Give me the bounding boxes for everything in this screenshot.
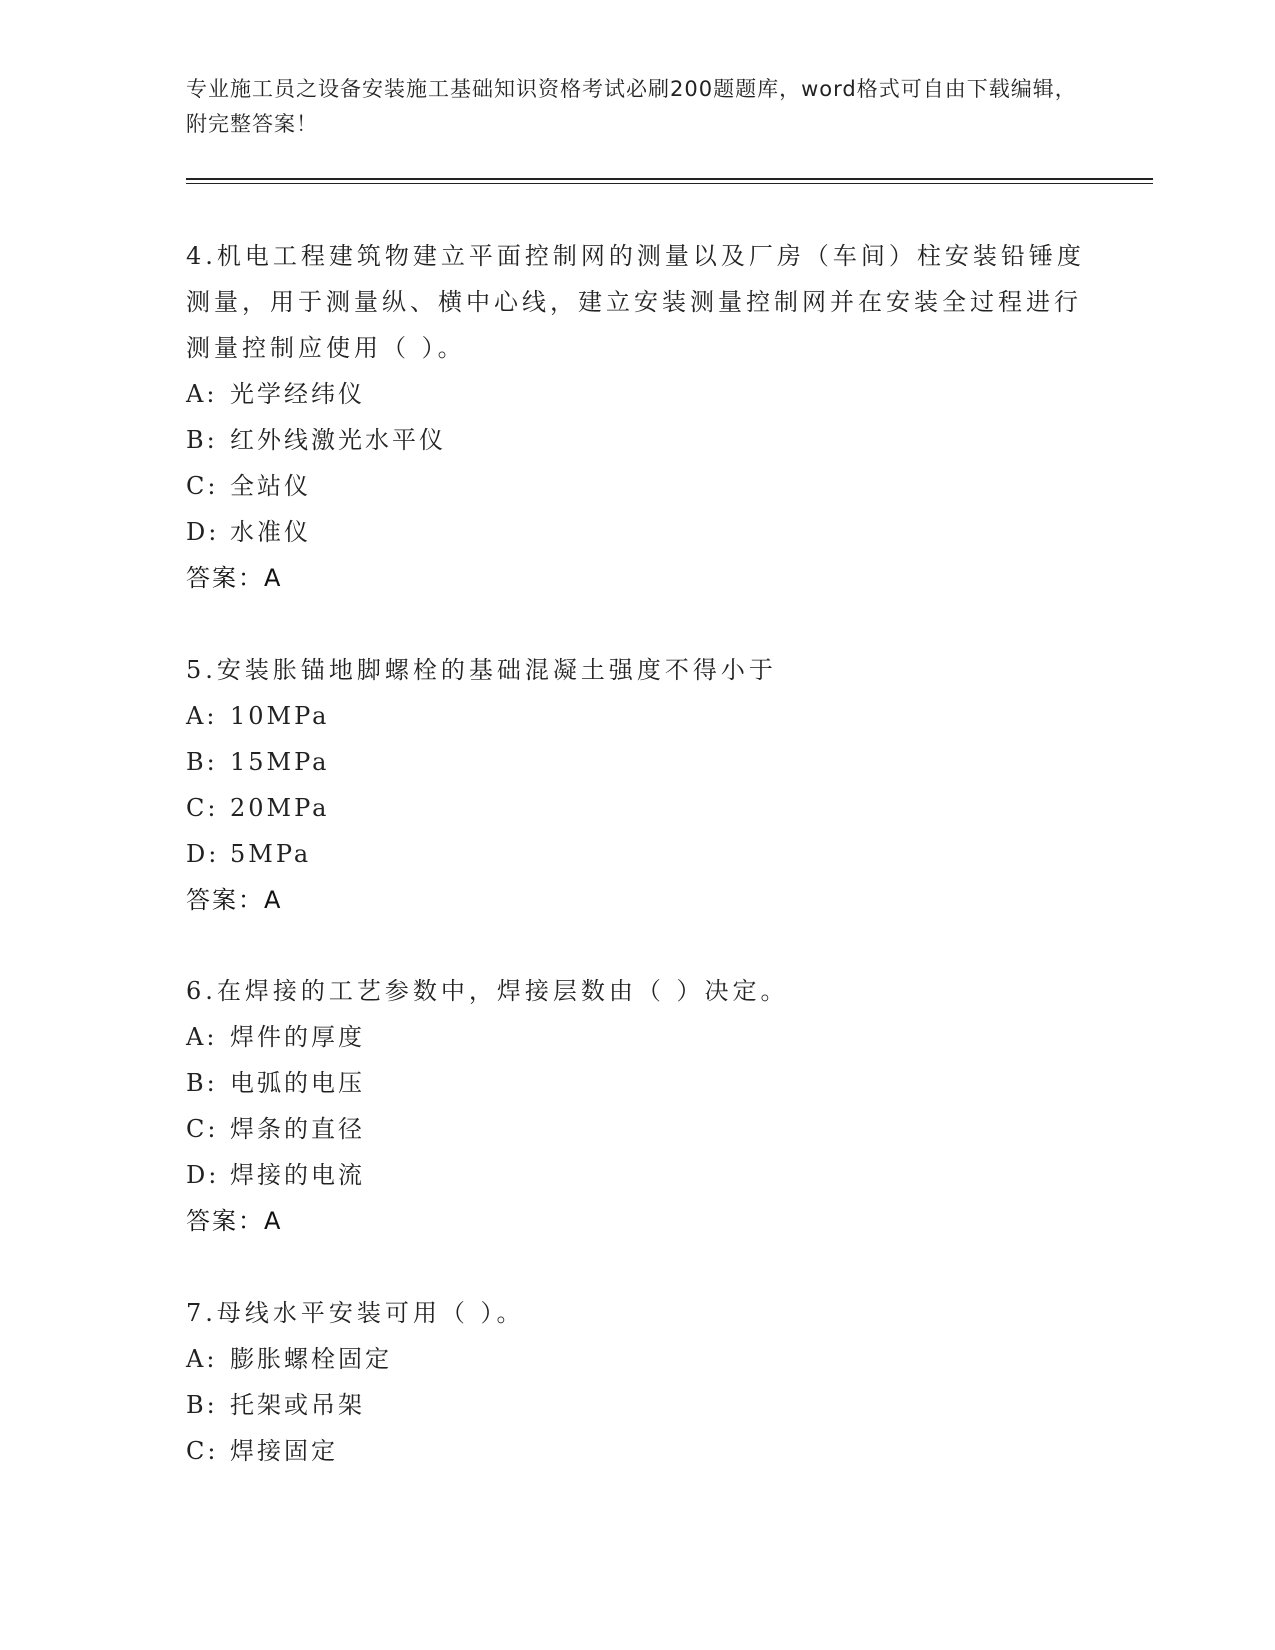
option-text: 10MPa: [230, 702, 330, 730]
option-text: 焊接的电流: [230, 1161, 365, 1189]
option-b: [186, 1382, 1086, 1428]
option-letter: B:: [186, 748, 218, 776]
option-text: 托架或吊架: [230, 1391, 365, 1419]
option-b: [186, 1060, 1086, 1106]
question-4: [186, 233, 1086, 601]
option-d: [186, 831, 1086, 877]
question-stem: 4.机电工程建筑物建立平面控制网的测量以及厂房（车间）柱安装铅锤度测量，用于测量纵、横中心线，建立安装测量控制网并在安装全过程进行测量控制应使用（ ）。: [186, 242, 1085, 362]
option-c: [186, 785, 1086, 831]
option-text: 焊条的直径: [230, 1115, 365, 1143]
question-stem: 5.安装胀锚地脚螺栓的基础混凝土强度不得小于: [186, 656, 777, 684]
option-text: 膨胀螺栓固定: [230, 1345, 392, 1373]
answer-value: A: [264, 886, 283, 914]
option-text: 光学经纬仪: [230, 380, 365, 408]
option-b: [186, 417, 1086, 463]
answer-label: 答案：: [186, 1207, 264, 1235]
option-letter: D:: [186, 518, 220, 546]
option-a: [186, 1336, 1086, 1382]
header-rule-thick: [186, 178, 1153, 180]
option-c: [186, 1106, 1086, 1152]
answer-line: [186, 555, 1086, 601]
question-7: [186, 1290, 1086, 1474]
question-6: [186, 968, 1086, 1244]
option-letter: C:: [186, 472, 219, 500]
option-letter: D:: [186, 840, 220, 868]
option-text: 焊件的厚度: [230, 1023, 365, 1051]
option-letter: A:: [186, 1023, 218, 1051]
document-header: 专业施工员之设备安装施工基础知识资格考试必刷200题题库，word格式可自由下载编辑，附完整答案！: [186, 77, 1077, 136]
option-text: 20MPa: [230, 794, 330, 822]
option-text: 5MPa: [230, 840, 312, 868]
option-a: [186, 1014, 1086, 1060]
answer-label: 答案：: [186, 564, 264, 592]
option-letter: C:: [186, 794, 219, 822]
answer-value: A: [264, 1207, 283, 1235]
option-text: 焊接固定: [230, 1437, 338, 1465]
option-letter: A:: [186, 1345, 218, 1373]
answer-line: [186, 1198, 1086, 1244]
option-text: 全站仪: [230, 472, 311, 500]
option-c: [186, 1428, 1086, 1474]
answer-label: 答案：: [186, 886, 264, 914]
option-letter: B:: [186, 1069, 218, 1097]
answer-value: A: [264, 564, 283, 592]
option-letter: C:: [186, 1115, 219, 1143]
answer-line: [186, 877, 1086, 923]
header-rule-thin: [186, 183, 1153, 184]
option-letter: B:: [186, 426, 218, 454]
option-a: [186, 371, 1086, 417]
option-c: [186, 463, 1086, 509]
option-text: 水准仪: [230, 518, 311, 546]
option-text: 电弧的电压: [230, 1069, 365, 1097]
option-b: [186, 739, 1086, 785]
option-a: [186, 693, 1086, 739]
option-letter: C:: [186, 1437, 219, 1465]
option-text: 红外线激光水平仪: [230, 426, 446, 454]
question-stem: 7.母线水平安装可用（ ）。: [186, 1299, 525, 1327]
option-letter: A:: [186, 380, 218, 408]
question-stem: 6.在焊接的工艺参数中，焊接层数由（ ）决定。: [186, 977, 789, 1005]
question-5: [186, 647, 1086, 923]
option-text: 15MPa: [230, 748, 330, 776]
option-d: [186, 1152, 1086, 1198]
option-letter: A:: [186, 702, 218, 730]
option-letter: D:: [186, 1161, 220, 1189]
option-d: [186, 509, 1086, 555]
option-letter: B:: [186, 1391, 218, 1419]
